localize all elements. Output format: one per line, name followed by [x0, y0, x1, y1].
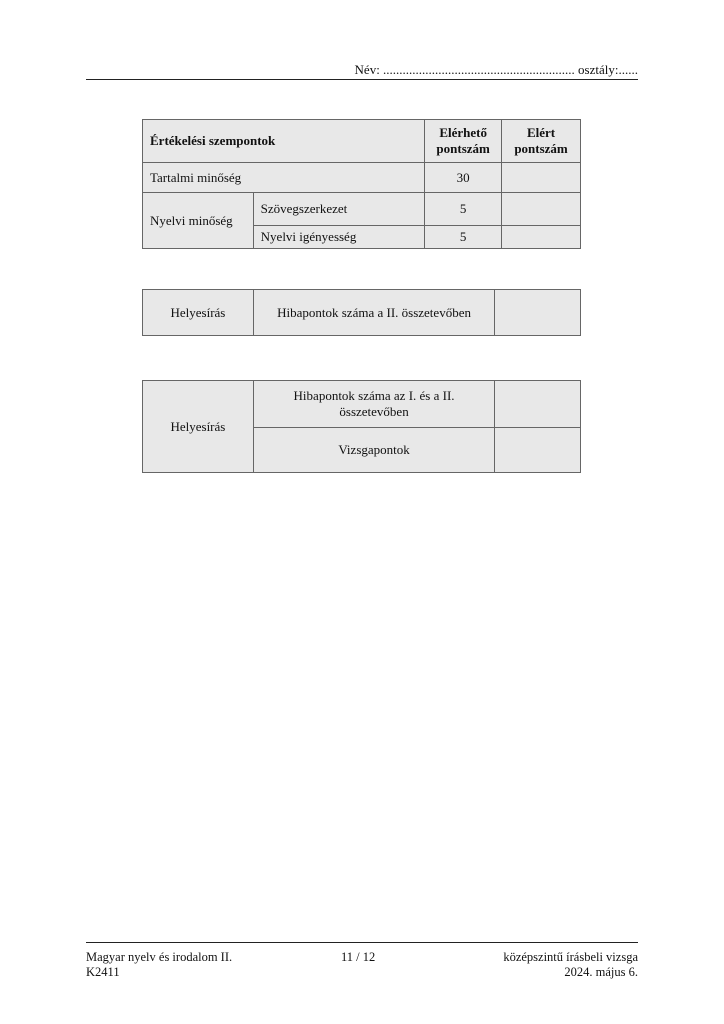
total-error-points-cell[interactable] — [495, 381, 581, 428]
footer-left — [86, 950, 232, 980]
footer-rule — [86, 942, 638, 943]
language-refinement-achieved-cell[interactable] — [502, 226, 581, 249]
footer-subject: Magyar nyelv és irodalom II. — [86, 950, 233, 964]
content-quality-achieved-cell[interactable] — [502, 163, 581, 193]
content-quality-label: Tartalmi minőség — [143, 163, 425, 193]
language-refinement-label: Nyelvi igényesség — [253, 226, 425, 249]
language-quality-label: Nyelvi minőség — [143, 193, 254, 249]
error-points-cell[interactable] — [495, 290, 581, 336]
header-rule — [86, 79, 638, 80]
text-structure-achieved-cell[interactable] — [502, 193, 581, 226]
name-class-line: Név: ........................................................... osztály:...... — [354, 62, 638, 77]
available-points-header: Elérhető pontszám — [425, 120, 502, 163]
total-error-points-description: Hibapontok száma az I. és a II. összetevőben — [253, 381, 494, 428]
footer-date: 2024. május 6. — [564, 965, 638, 979]
text-structure-points: 5 — [425, 193, 502, 226]
spelling-label: Helyesírás — [143, 381, 254, 473]
footer-right — [503, 950, 638, 980]
language-refinement-points: 5 — [425, 226, 502, 249]
spelling-table-part-two — [142, 289, 581, 336]
exam-points-cell[interactable] — [495, 428, 581, 473]
spelling-label: Helyesírás — [143, 290, 254, 336]
spelling-table-total — [142, 380, 581, 473]
exam-points-label: Vizsgapontok — [253, 428, 494, 473]
achieved-points-header: Elért pontszám — [502, 120, 581, 163]
footer-page-number: 11 / 12 — [341, 950, 376, 964]
content-quality-points: 30 — [425, 163, 502, 193]
error-points-description: Hibapontok száma a II. összetevőben — [253, 290, 494, 336]
text-structure-label: Szövegszerkezet — [253, 193, 425, 226]
footer-exam-type: középszintű írásbeli vizsga — [503, 950, 638, 964]
footer-code: K2411 — [86, 965, 120, 979]
criteria-header: Értékelési szempontok — [143, 120, 425, 163]
evaluation-table — [142, 119, 581, 249]
